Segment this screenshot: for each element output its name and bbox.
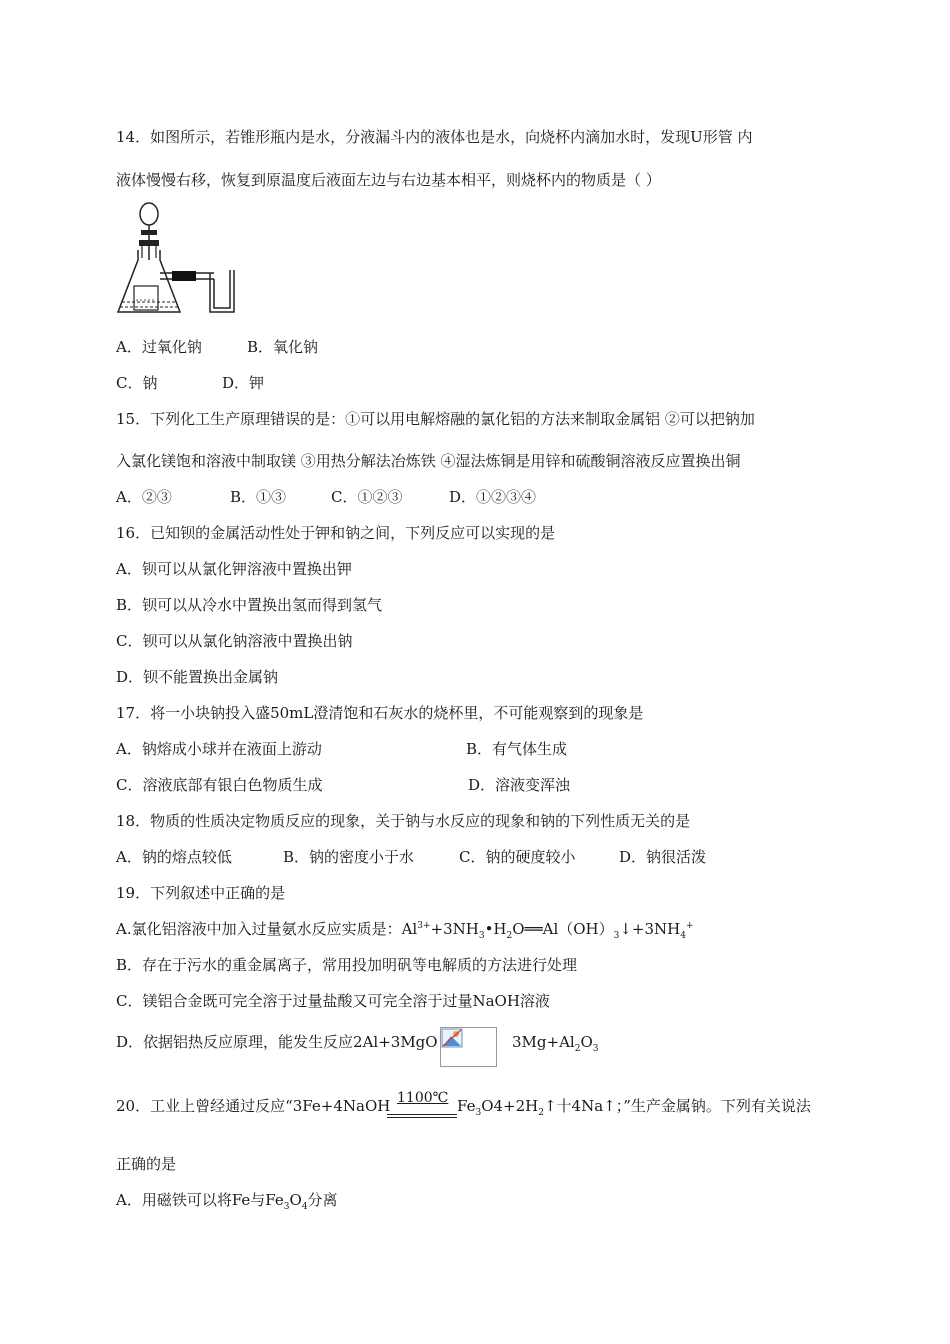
q19-option-d-prefix: D．依据铝热反应原理，能发生反应2Al+3MgO [116,1033,438,1051]
q18-option-c: C．钠的硬度较小 [459,848,576,866]
q18-option-a: A．钠的熔点较低 [116,848,232,866]
condition-label: 1100℃ [397,1090,449,1106]
apparatus-figure [114,200,244,320]
q16-stem: 16．已知钡的金属活动性处于钾和钠之间，下列反应可以实现的是 [116,524,556,542]
q19-option-c: C．镁铝合金既可完全溶于过量盐酸又可完全溶于过量NaOH溶液 [116,992,550,1010]
q16-option-b: B．钡可以从冷水中置换出氢而得到氢气 [116,596,383,614]
q14-stem-line1: 14．如图所示，若锥形瓶内是水，分液漏斗内的液体也是水，向烧杯内滴加水时，发现U形管 内 [116,128,753,146]
q18-option-b: B．钠的密度小于水 [283,848,415,866]
q19-option-d-suffix: $3Mg+Al_2O_3$ [512,1033,599,1054]
q17-option-c: C．溶液底部有银白色物质生成 [116,776,323,794]
q18-option-d: D．钠很活泼 [619,848,707,866]
q16-option-d: D．钡不能置换出金属钠 [116,668,279,686]
q14-option-a: A．过氧化钠 [116,338,202,356]
q17-option-b: B．有气体生成 [466,740,568,758]
q15-option-b: B．①③ [230,488,287,506]
q17-option-d: D．溶液变浑浊 [468,776,571,794]
q15-stem-line1: 15．下列化工生产原理错误的是：①可以用电解熔融的氯化铝的方法来制取金属铝 ②可以把钠加 [116,410,755,428]
q15-stem-line2: 入氯化镁饱和溶液中制取镁 ③用热分解法冶炼铁 ④湿法炼铜是用锌和硫酸铜溶液反应置换出铜 [116,452,741,470]
q14-stem-line2: 液体慢慢右移，恢复到原温度后液面左边与右边基本相平，则烧杯内的物质是（ ） [116,171,661,189]
q17-option-a: A．钠熔成小球并在液面上游动 [116,740,322,758]
q16-option-a: A．钡可以从氯化钾溶液中置换出钾 [116,560,352,578]
q15-option-c: C．①②③ [331,488,403,506]
q20-stem-suffix: $Fe_3O4+2H_2↑$十4Na↑；”生产金属钠。下列有关说法 [457,1097,811,1118]
q20-stem-prefix: 20．工业上曾经通过反应“3Fe+4NaOH [116,1097,391,1115]
q14-option-c: C．钠 [116,374,158,392]
reaction-condition [337,1090,453,1128]
q14-option-d: D．钾 [222,374,265,392]
q20-stem-line2: 正确的是 [116,1155,177,1173]
q17-stem: 17．将一小块钠投入盛50mL澄清饱和石灰水的烧杯里，不可能观察到的现象是 [116,704,644,722]
q15-option-d: D．①②③④ [449,488,537,506]
broken-image-icon [440,1027,497,1067]
q18-stem: 18．物质的性质决定物质反应的现象，关于钠与水反应的现象和钠的下列性质无关的是 [116,812,691,830]
q15-option-a: A．②③ [116,488,172,506]
q19-option-a: A.氯化铝溶液中加入过量氨水反应实质是：$Al^{3+}+3NH_3•H_2O══Al(OH)_3↓+3NH_4^+$ [116,920,694,941]
q14-option-b: B．氧化钠 [247,338,319,356]
q19-stem: 19．下列叙述中正确的是 [116,884,286,902]
q16-option-c: C．钡可以从氯化钠溶液中置换出钠 [116,632,353,650]
q20-option-a: A．用磁铁可以将Fe与$Fe_3O_4$分离 [116,1191,338,1212]
q19-option-b: B．存在于污水的重金属离子，常用投加明矾等电解质的方法进行处理 [116,956,578,974]
